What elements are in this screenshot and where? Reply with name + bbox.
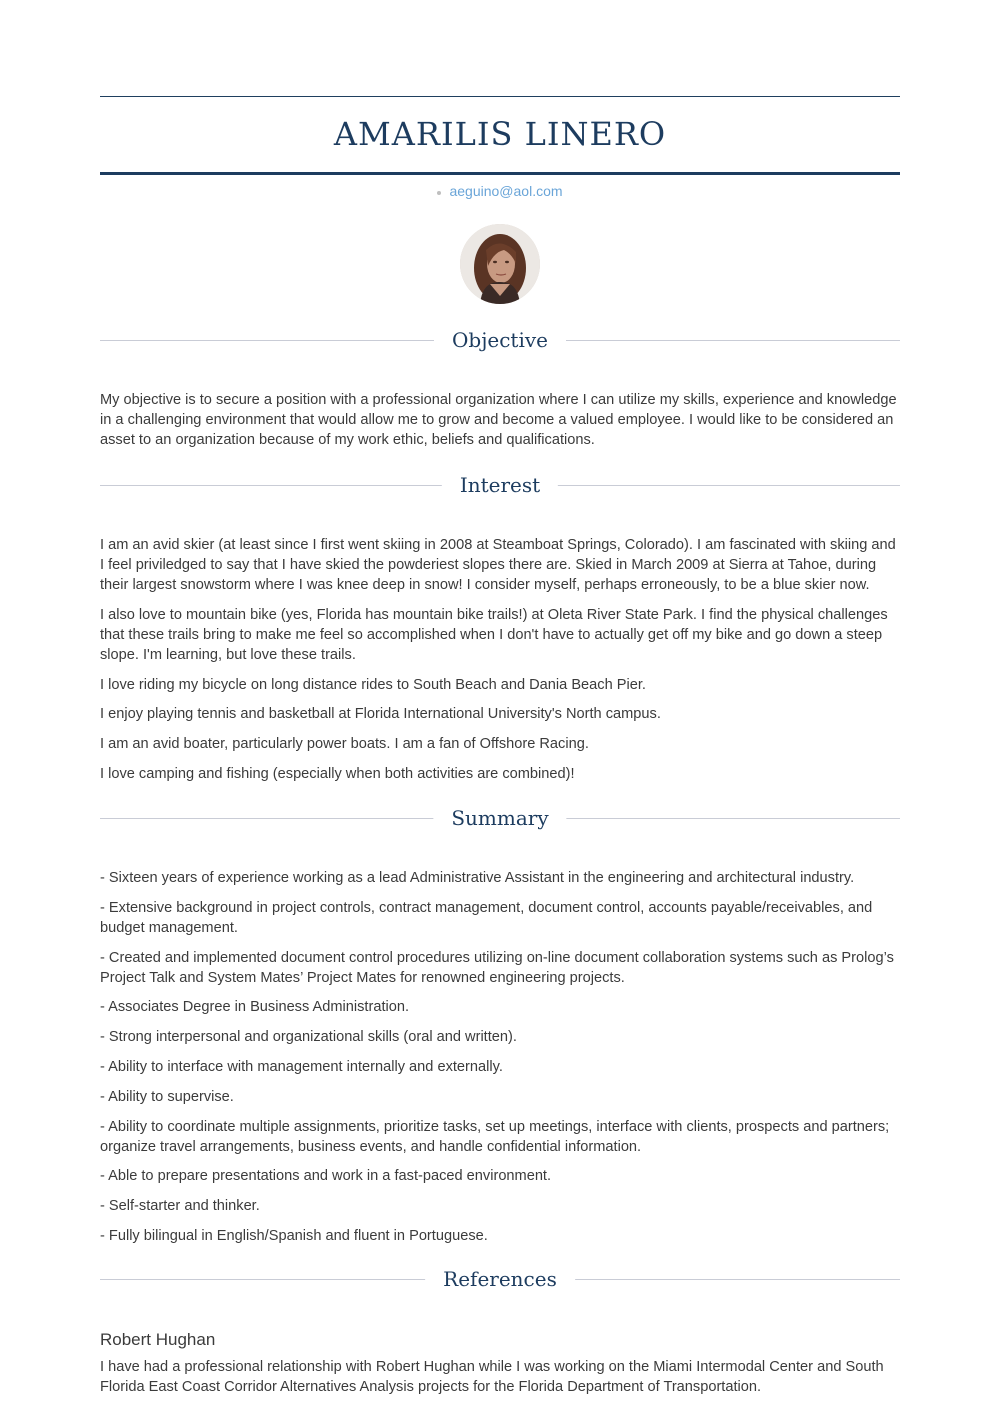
- reference-body: [100, 1357, 900, 1407]
- paragraph: - Strong interpersonal and organizational skills (oral and written).: [100, 1029, 517, 1046]
- avatar: [460, 224, 540, 304]
- section-title: Interest: [442, 470, 558, 500]
- paragraph: - Ability to interface with management internally and externally.: [100, 1058, 503, 1075]
- paragraph: - Fully bilingual in English/Spanish and fluent in Portuguese.: [100, 1227, 488, 1244]
- section-summary-header: [100, 803, 900, 833]
- paragraph: I have had a professional relationship with Robert Hughan while I was working on the Miami Intermodal Center and South Florida East Coast Corridor Alternatives Analysis projects for the Florida Department of Transportation.: [100, 1359, 884, 1395]
- email-link[interactable]: aeguino@aol.com: [449, 183, 563, 199]
- paragraph: I love camping and fishing (especially when both activities are combined)!: [100, 765, 575, 782]
- paragraph: I enjoy playing tennis and basketball at Florida International University's North campus.: [100, 706, 661, 723]
- paragraph: - Self-starter and thinker.: [100, 1198, 260, 1215]
- paragraph: - Ability to supervise.: [100, 1088, 234, 1105]
- header-bottom-rule: [100, 172, 900, 175]
- section-references-header: [100, 1264, 900, 1294]
- paragraph: - Extensive background in project controls, contract management, document control, accounts payable/receivables, and budget management.: [100, 899, 873, 936]
- paragraph: - Created and implemented document control procedures utilizing on-line document collaboration systems such as Prolog’s Project Talk and System Mates’ Project Mates for renowned engineering projects.: [100, 949, 894, 986]
- paragraph: My objective is to secure a position with a professional organization where I can utilize my skills, experience and knowledge in a challenging environment that would allow me to grow and become a valued employee. I would like to be considered an asset to an organization because of my work ethic, beliefs and qualifications.: [100, 392, 897, 448]
- paragraph: I love riding my bicycle on long distance rides to South Beach and Dania Beach Pier.: [100, 676, 646, 693]
- paragraph: - Associates Degree in Business Administration.: [100, 999, 410, 1016]
- section-title: Summary: [433, 803, 566, 833]
- contact-line: [100, 182, 900, 200]
- section-title: Objective: [434, 325, 566, 355]
- paragraph: I am an avid boater, particularly power boats. I am a fan of Offshore Racing.: [100, 736, 589, 753]
- interest-body: [100, 535, 900, 794]
- section-title: References: [425, 1264, 575, 1294]
- paragraph: - Ability to coordinate multiple assignments, prioritize tasks, set up meetings, interface with clients, prospects and partners; organize travel arrangements, business events, and handle confidential information.: [100, 1118, 890, 1155]
- section-interest-header: [100, 470, 900, 500]
- bullet-dot-icon: [437, 191, 441, 195]
- objective-body: [100, 390, 900, 460]
- profile-photo-icon: [460, 224, 540, 304]
- paragraph: - Sixteen years of experience working as a lead Administrative Assistant in the engineering and architectural industry.: [100, 870, 855, 886]
- candidate-name: AMARILIS LINERO: [333, 115, 667, 153]
- paragraph: I am an avid skier (at least since I first went skiing in 2008 at Steamboat Springs, Colorado). I am fascinated with skiing and I feel priviledged to say that I have skied the powderiest slopes there are. Skied in March 2009 at Sierra at Tahoe, during their largest snowstorm where I was knee deep in snow! I consider myself, perhaps erroneously, to be a blue skier now.: [100, 537, 896, 593]
- reference-name: Robert Hughan: [100, 1330, 216, 1349]
- paragraph: I also love to mountain bike (yes, Florida has mountain bike trails!) at Oleta River State Park. I find the physical challenges that these trails bring to make me feel so accomplished when I don't have to actually get off my bike and go down a steep slope. I'm learning, but love these trails.: [100, 606, 888, 663]
- paragraph: - Able to prepare presentations and work in a fast-paced environment.: [100, 1168, 552, 1185]
- section-objective-header: [100, 325, 900, 355]
- summary-body: [100, 868, 900, 1256]
- header-top-rule: [100, 96, 900, 97]
